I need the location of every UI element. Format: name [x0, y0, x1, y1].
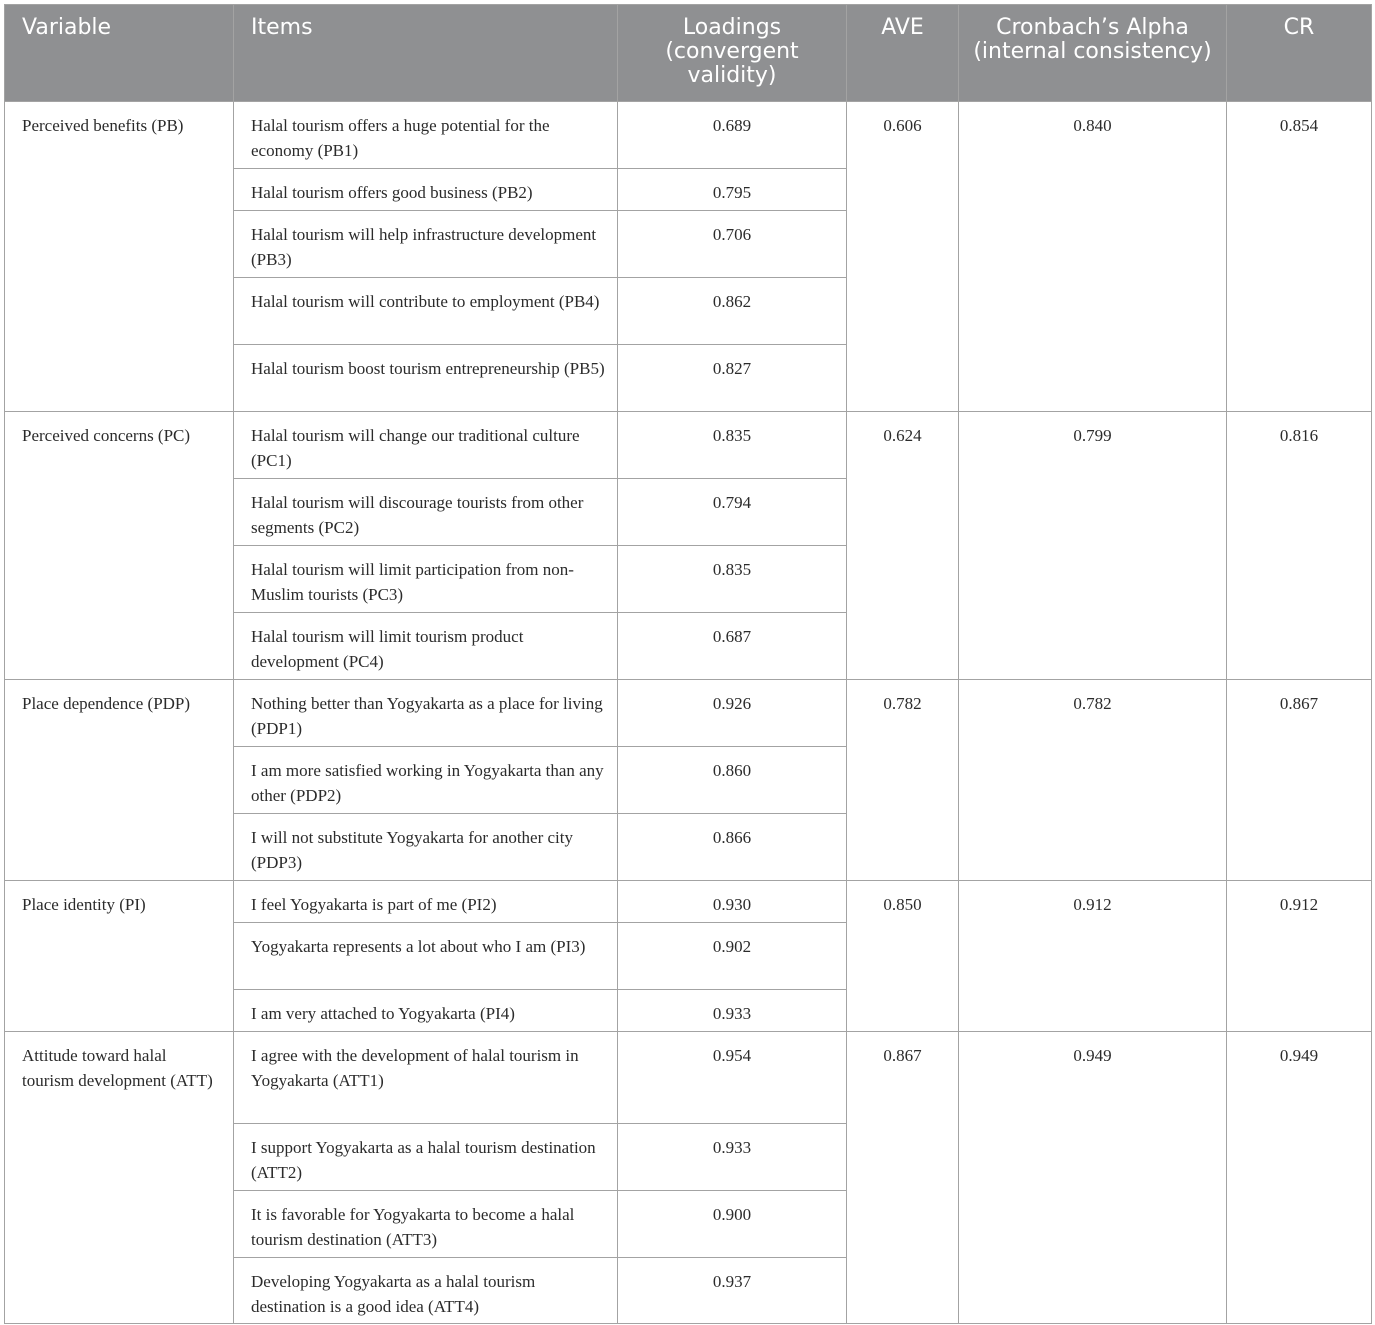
loading-cell: 0.930	[618, 881, 847, 923]
cr-cell: 0.854	[1227, 102, 1372, 412]
loading-cell: 0.706	[618, 211, 847, 278]
variable-cell: Place dependence (PDP)	[5, 680, 234, 881]
item-cell: I support Yogyakarta as a halal tourism destination (ATT2)	[234, 1124, 618, 1191]
variable-cell: Place identity (PI)	[5, 881, 234, 1032]
item-cell: Halal tourism will contribute to employment (PB4)	[234, 278, 618, 345]
loading-cell: 0.862	[618, 278, 847, 345]
table-row	[5, 412, 1372, 479]
alpha-cell: 0.949	[959, 1032, 1227, 1324]
ave-cell: 0.624	[847, 412, 959, 680]
item-cell: I will not substitute Yogyakarta for another city (PDP3)	[234, 814, 618, 881]
loading-cell: 0.900	[618, 1191, 847, 1258]
loading-cell: 0.835	[618, 412, 847, 479]
loading-cell: 0.937	[618, 1258, 847, 1324]
item-cell: Yogyakarta represents a lot about who I am (PI3)	[234, 923, 618, 990]
alpha-cell: 0.912	[959, 881, 1227, 1032]
table-row	[5, 1032, 1372, 1124]
cr-cell: 0.867	[1227, 680, 1372, 881]
table-row	[5, 680, 1372, 747]
loading-cell: 0.926	[618, 680, 847, 747]
item-cell: Halal tourism offers a huge potential for the economy (PB1)	[234, 102, 618, 169]
item-cell: I agree with the development of halal tourism in Yogyakarta (ATT1)	[234, 1032, 618, 1124]
reliability-validity-table	[4, 4, 1372, 1324]
item-cell: Halal tourism offers good business (PB2)	[234, 169, 618, 211]
header-cr: CR	[1227, 5, 1372, 102]
item-cell: Nothing better than Yogyakarta as a place for living (PDP1)	[234, 680, 618, 747]
item-cell: Halal tourism will change our traditional culture (PC1)	[234, 412, 618, 479]
loading-cell: 0.954	[618, 1032, 847, 1124]
item-cell: It is favorable for Yogyakarta to become a halal tourism destination (ATT3)	[234, 1191, 618, 1258]
loading-cell: 0.933	[618, 1124, 847, 1191]
header-row	[5, 5, 1372, 102]
table-row	[5, 102, 1372, 169]
item-cell: Halal tourism will discourage tourists from other segments (PC2)	[234, 479, 618, 546]
header-variable: Variable	[5, 5, 234, 102]
loading-cell: 0.689	[618, 102, 847, 169]
item-cell: I am very attached to Yogyakarta (PI4)	[234, 990, 618, 1032]
header-items: Items	[234, 5, 618, 102]
loading-cell: 0.795	[618, 169, 847, 211]
variable-cell: Perceived benefits (PB)	[5, 102, 234, 412]
loading-cell: 0.866	[618, 814, 847, 881]
cr-cell: 0.912	[1227, 881, 1372, 1032]
ave-cell: 0.606	[847, 102, 959, 412]
alpha-cell: 0.840	[959, 102, 1227, 412]
item-cell: Halal tourism boost tourism entrepreneurship (PB5)	[234, 345, 618, 412]
item-cell: Developing Yogyakarta as a halal tourism destination is a good idea (ATT4)	[234, 1258, 618, 1324]
item-cell: I am more satisfied working in Yogyakarta than any other (PDP2)	[234, 747, 618, 814]
header-ave: AVE	[847, 5, 959, 102]
header-loadings: Loadings (convergent validity)	[618, 5, 847, 102]
header-alpha: Cronbach’s Alpha (internal consistency)	[959, 5, 1227, 102]
ave-cell: 0.782	[847, 680, 959, 881]
alpha-cell: 0.799	[959, 412, 1227, 680]
variable-cell: Attitude toward halal tourism development (ATT)	[5, 1032, 234, 1324]
loading-cell: 0.687	[618, 613, 847, 680]
cr-cell: 0.949	[1227, 1032, 1372, 1324]
item-cell: Halal tourism will limit participation from non-Muslim tourists (PC3)	[234, 546, 618, 613]
ave-cell: 0.850	[847, 881, 959, 1032]
item-cell: Halal tourism will limit tourism product development (PC4)	[234, 613, 618, 680]
loading-cell: 0.827	[618, 345, 847, 412]
loading-cell: 0.933	[618, 990, 847, 1032]
loading-cell: 0.860	[618, 747, 847, 814]
loading-cell: 0.902	[618, 923, 847, 990]
item-cell: Halal tourism will help infrastructure development (PB3)	[234, 211, 618, 278]
item-cell: I feel Yogyakarta is part of me (PI2)	[234, 881, 618, 923]
loading-cell: 0.835	[618, 546, 847, 613]
table-row	[5, 881, 1372, 923]
variable-cell: Perceived concerns (PC)	[5, 412, 234, 680]
ave-cell: 0.867	[847, 1032, 959, 1324]
alpha-cell: 0.782	[959, 680, 1227, 881]
cr-cell: 0.816	[1227, 412, 1372, 680]
loading-cell: 0.794	[618, 479, 847, 546]
